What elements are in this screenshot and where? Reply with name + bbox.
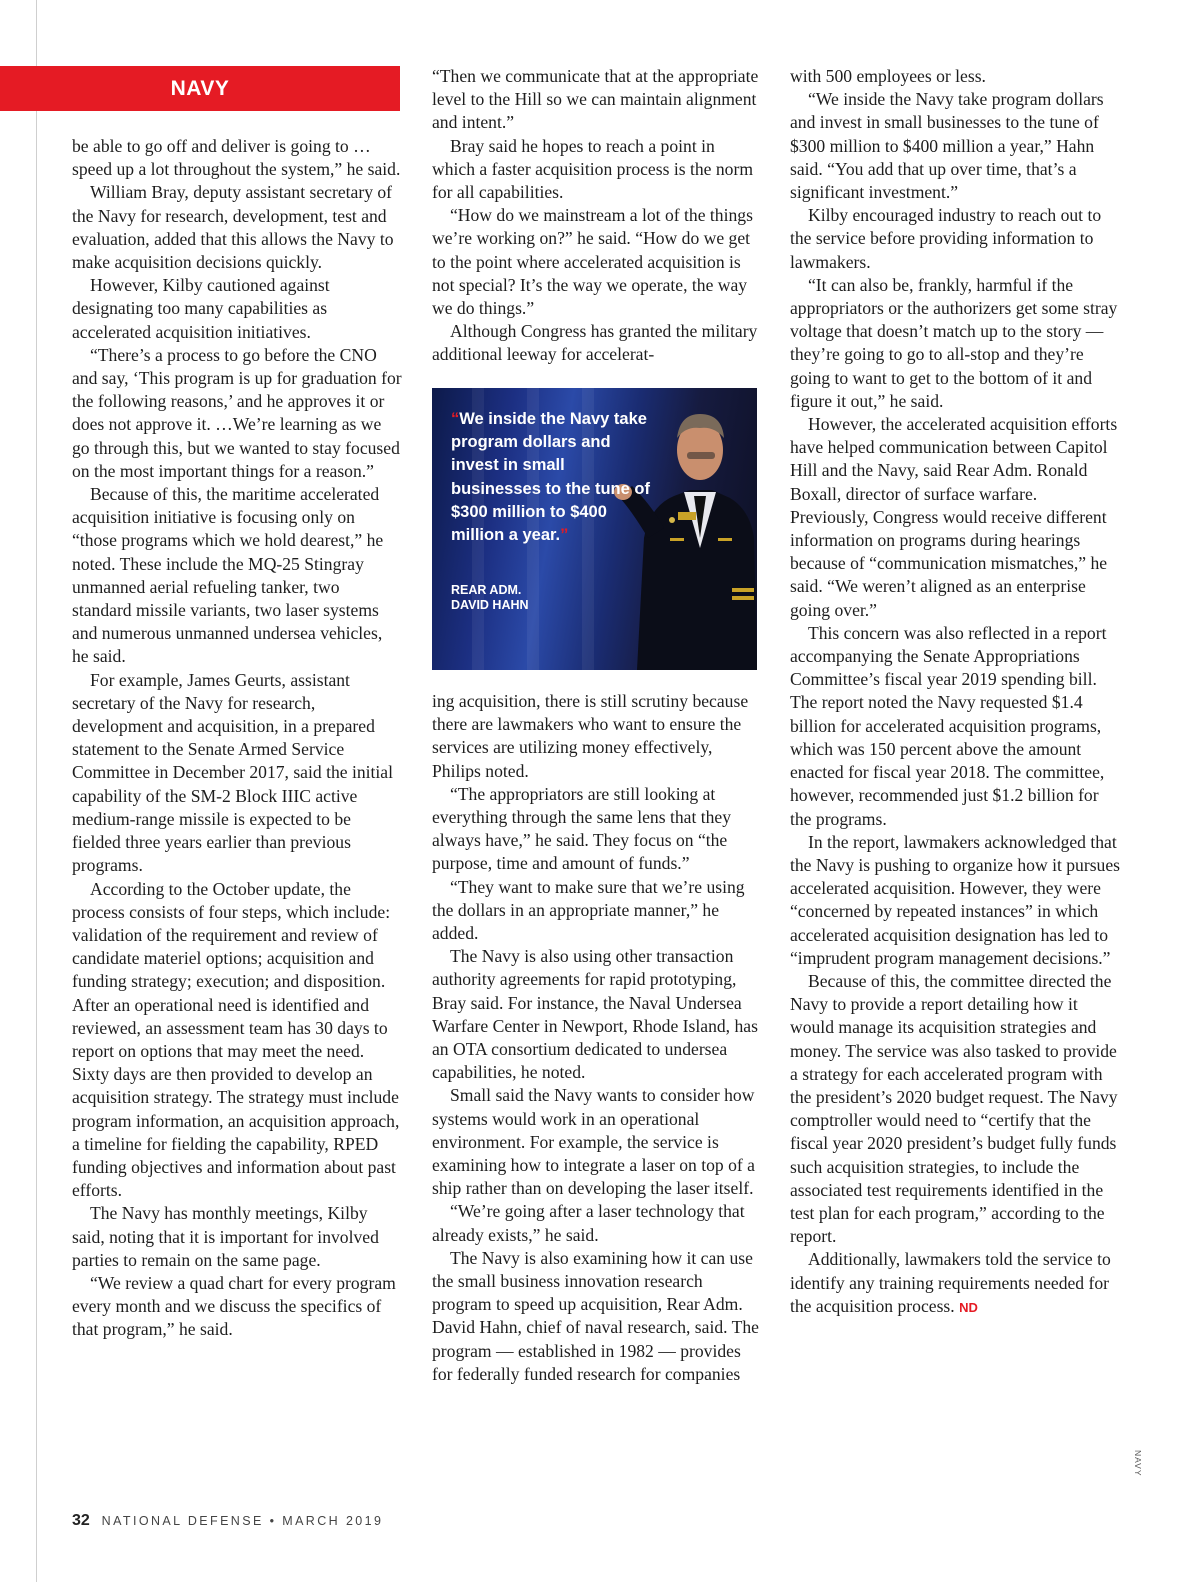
paragraph (790, 970, 1120, 1248)
issue-date: MARCH 2019 (282, 1514, 384, 1528)
paragraph (790, 831, 1120, 970)
paragraph (72, 181, 402, 274)
paragraph-text: “Then we communicate that at the appropriate level to the Hill so we can maintain alignment and intent.” (432, 66, 759, 133)
paragraph-text: Additionally, lawmakers told the service to identify any training requirements needed for the acquisition process. (790, 1249, 1111, 1316)
footer-separator: • (269, 1514, 277, 1528)
paragraph (432, 783, 762, 876)
paragraph-text: “It can also be, frankly, harmful if the appropriators or the authorizers get some stray voltage that doesn’t match up to the story — they’re going to go to all-stop and they’re going to want to get to the bottom of it and figure it out,” he said. (790, 274, 1118, 411)
photo-credit: NAVY (1133, 1450, 1143, 1477)
paragraph-text: “We’re going after a laser technology that already exists,” he said. (432, 1201, 745, 1245)
paragraph (432, 320, 762, 366)
paragraph-text: “They want to make sure that we’re using the dollars in an appropriate manner,” he added. (432, 876, 745, 944)
page-footer (72, 1512, 383, 1530)
paragraph-text: According to the October update, the process consists of four steps, which include: validation of the requirement and review of candidate materiel options; acquisition and funding strategy; execution; and disposition. After an operational need is identified and reviewed, an assessment team has 30 days to report on options that may meet the need. Sixty days are then provided to develop an acquisition strategy. The strategy must include program information, an acquisition approach, a timeline for fielding the capability, RPED funding objectives and information about past efforts. (72, 878, 400, 1201)
close-quote-mark: ” (560, 526, 569, 545)
paragraph-text: Because of this, the maritime accelerated acquisition initiative is focusing only on “those programs which we hold dearest,” he noted. These include the MQ-25 Stingray unmanned aerial refueling tanker, two standard missile variants, two laser systems and numerous unmanned undersea vehicles, he said. (72, 484, 384, 667)
paragraph-text: The Navy has monthly meetings, Kilby said, noting that it is important for involved parties to remain on the same page. (72, 1203, 379, 1270)
paragraph (790, 413, 1120, 622)
paragraph (790, 204, 1120, 274)
paragraph-text: The Navy is also using other transaction authority agreements for rapid prototyping, Bray said. For instance, the Naval Undersea Warfare Center in Newport, Rhode Island, has an OTA consortium dedicated to undersea capabilities, he noted. (432, 946, 758, 1083)
paragraph-text: “We inside the Navy take program dollars and invest in small businesses to the tune of $300 million to $400 million a year,” Hahn said. “You add that up over time, that’s a significant investment.” (790, 89, 1104, 203)
paragraph-text: “There’s a process to go before the CNO and say, ‘This program is up for graduation for the following reasons,’ and he approves it or does not approve it. …We’re learning as we go through this, but we wanted to stay focused on the most important things for a reason.” (72, 344, 402, 481)
paragraph-text: “How do we mainstream a lot of the things we’re working on?” he said. “How do we get to the point where accelerated acquisition is not special? It’s the way we operate, the way we do things.” (432, 205, 753, 319)
article-column-3 (790, 65, 1120, 1319)
paragraph (72, 483, 402, 669)
paragraph-text: William Bray, deputy assistant secretary of the Navy for research, development, test and evaluation, added that this allows the Navy to make acquisition decisions quickly. (72, 182, 394, 273)
article-column-1 (72, 135, 402, 1342)
paragraph (790, 65, 1120, 88)
page-number: 32 (72, 1512, 90, 1529)
article-column-2-top (432, 65, 762, 367)
paragraph (72, 344, 402, 483)
pull-quote-text (451, 408, 651, 547)
paragraph-text: The Navy is also examining how it can use the small business innovation research program to speed up acquisition, Rear Adm. David Hahn, chief of naval research, said. The program — established in 1982 — provides for federally funded research for companies (432, 1247, 759, 1384)
paragraph-text: “We review a quad chart for every program every month and we discuss the specifics of that program,” he said. (72, 1272, 396, 1340)
paragraph (72, 274, 402, 344)
paragraph-text: Although Congress has granted the military additional leeway for accelerat- (432, 321, 758, 365)
paragraph-text: with 500 employees or less. (790, 66, 986, 86)
paragraph-text: ing acquisition, there is still scrutiny because there are lawmakers who want to ensure the services are utilizing money effectively, Philips noted. (432, 691, 749, 781)
paragraph (790, 622, 1120, 831)
paragraph (72, 135, 402, 181)
section-banner (0, 66, 400, 111)
paragraph-text: Kilby encouraged industry to reach out to the service before providing information to lawmakers. (790, 205, 1102, 272)
paragraph (432, 135, 762, 205)
left-margin-rule (36, 0, 37, 1582)
paragraph-text: This concern was also reflected in a report accompanying the Senate Appropriations Committee’s fiscal year 2019 spending bill. The report noted the Navy requested $1.4 billion for accelerated acquisition programs, which was 150 percent above the amount enacted for fiscal year 2018. The committee, however, recommended just $1.2 billion for the programs. (790, 622, 1107, 829)
paragraph (72, 1202, 402, 1272)
paragraph (72, 669, 402, 878)
paragraph-text: be able to go off and deliver is going to … speed up a lot throughout the system,” he said. (72, 136, 401, 180)
paragraph-text: Bray said he hopes to reach a point in which a faster acquisition process is the norm for all capabilities. (432, 135, 754, 203)
paragraph-text: Because of this, the committee directed the Navy to provide a report detailing how it would manage its acquisition strategies and money. The service was also tasked to provide a strategy for each accelerated program with the president’s 2020 budget request. The Navy comptroller would need to “certify that the fiscal year 2020 president’s budget fully funds such acquisition strategies, to include the associated test requirements identified in the test plan for each program,” according to the report. (790, 970, 1118, 1247)
paragraph (432, 204, 762, 320)
paragraph (72, 1272, 402, 1342)
paragraph (432, 1200, 762, 1246)
pull-quote-photo (432, 388, 757, 670)
paragraph (790, 274, 1120, 413)
publication-name: NATIONAL DEFENSE (101, 1514, 264, 1528)
pull-quote-attribution (451, 583, 631, 613)
article-column-2-bottom (432, 690, 762, 1386)
paragraph (432, 690, 762, 783)
paragraph (432, 876, 762, 946)
paragraph (72, 878, 402, 1203)
end-of-article-mark: ND (959, 1299, 978, 1315)
paragraph (432, 1084, 762, 1200)
attribution-name: DAVID HAHN (451, 598, 529, 612)
attribution-rank: REAR ADM. (451, 583, 522, 597)
paragraph-text: However, the accelerated acquisition efforts have helped communication between Capitol Hill and the Navy, said Rear Adm. Ronald Boxall, director of surface warfare. Previously, Congress would receive different information on programs during hearings because of “communication mismatches,” he said. “We weren’t aligned as an enterprise going over.” (790, 414, 1118, 620)
paragraph-text: “The appropriators are still looking at everything through the same lens that they always have,” he said. They focus on “the purpose, time and amount of funds.” (432, 783, 732, 874)
section-label: NAVY (170, 76, 230, 100)
paragraph (790, 88, 1120, 204)
paragraph-text: For example, James Geurts, assistant secretary of the Navy for research, development and acquisition, in a prepared statement to the Senate Armed Service Committee in December 2017, said the initial capability of the SM-2 Block IIIC active medium-range missile is expected to be fielded three years earlier than previous programs. (72, 669, 394, 876)
paragraph-text: However, Kilby cautioned against designating too many capabilities as accelerated acquisition initiatives. (72, 275, 330, 342)
paragraph-text: In the report, lawmakers acknowledged that the Navy is pushing to organize how it pursues accelerated acquisition. However, they were “concerned by repeated instances” in which accelerated acquisition designation has led to “imprudent program management decisions.” (790, 831, 1121, 968)
paragraph (432, 65, 762, 135)
paragraph-text: Small said the Navy wants to consider how systems would work in an operational environment. For example, the service is examining how to integrate a laser on top of a ship rather than on developing the laser itself. (432, 1085, 755, 1199)
pull-quote-body: We inside the Navy take program dollars and invest in small businesses to the tune of $300 million to $400 million a year. (451, 410, 650, 545)
paragraph (790, 1248, 1120, 1319)
paragraph (432, 945, 762, 1084)
paragraph (432, 1247, 762, 1386)
open-quote-mark: “ (451, 410, 460, 428)
